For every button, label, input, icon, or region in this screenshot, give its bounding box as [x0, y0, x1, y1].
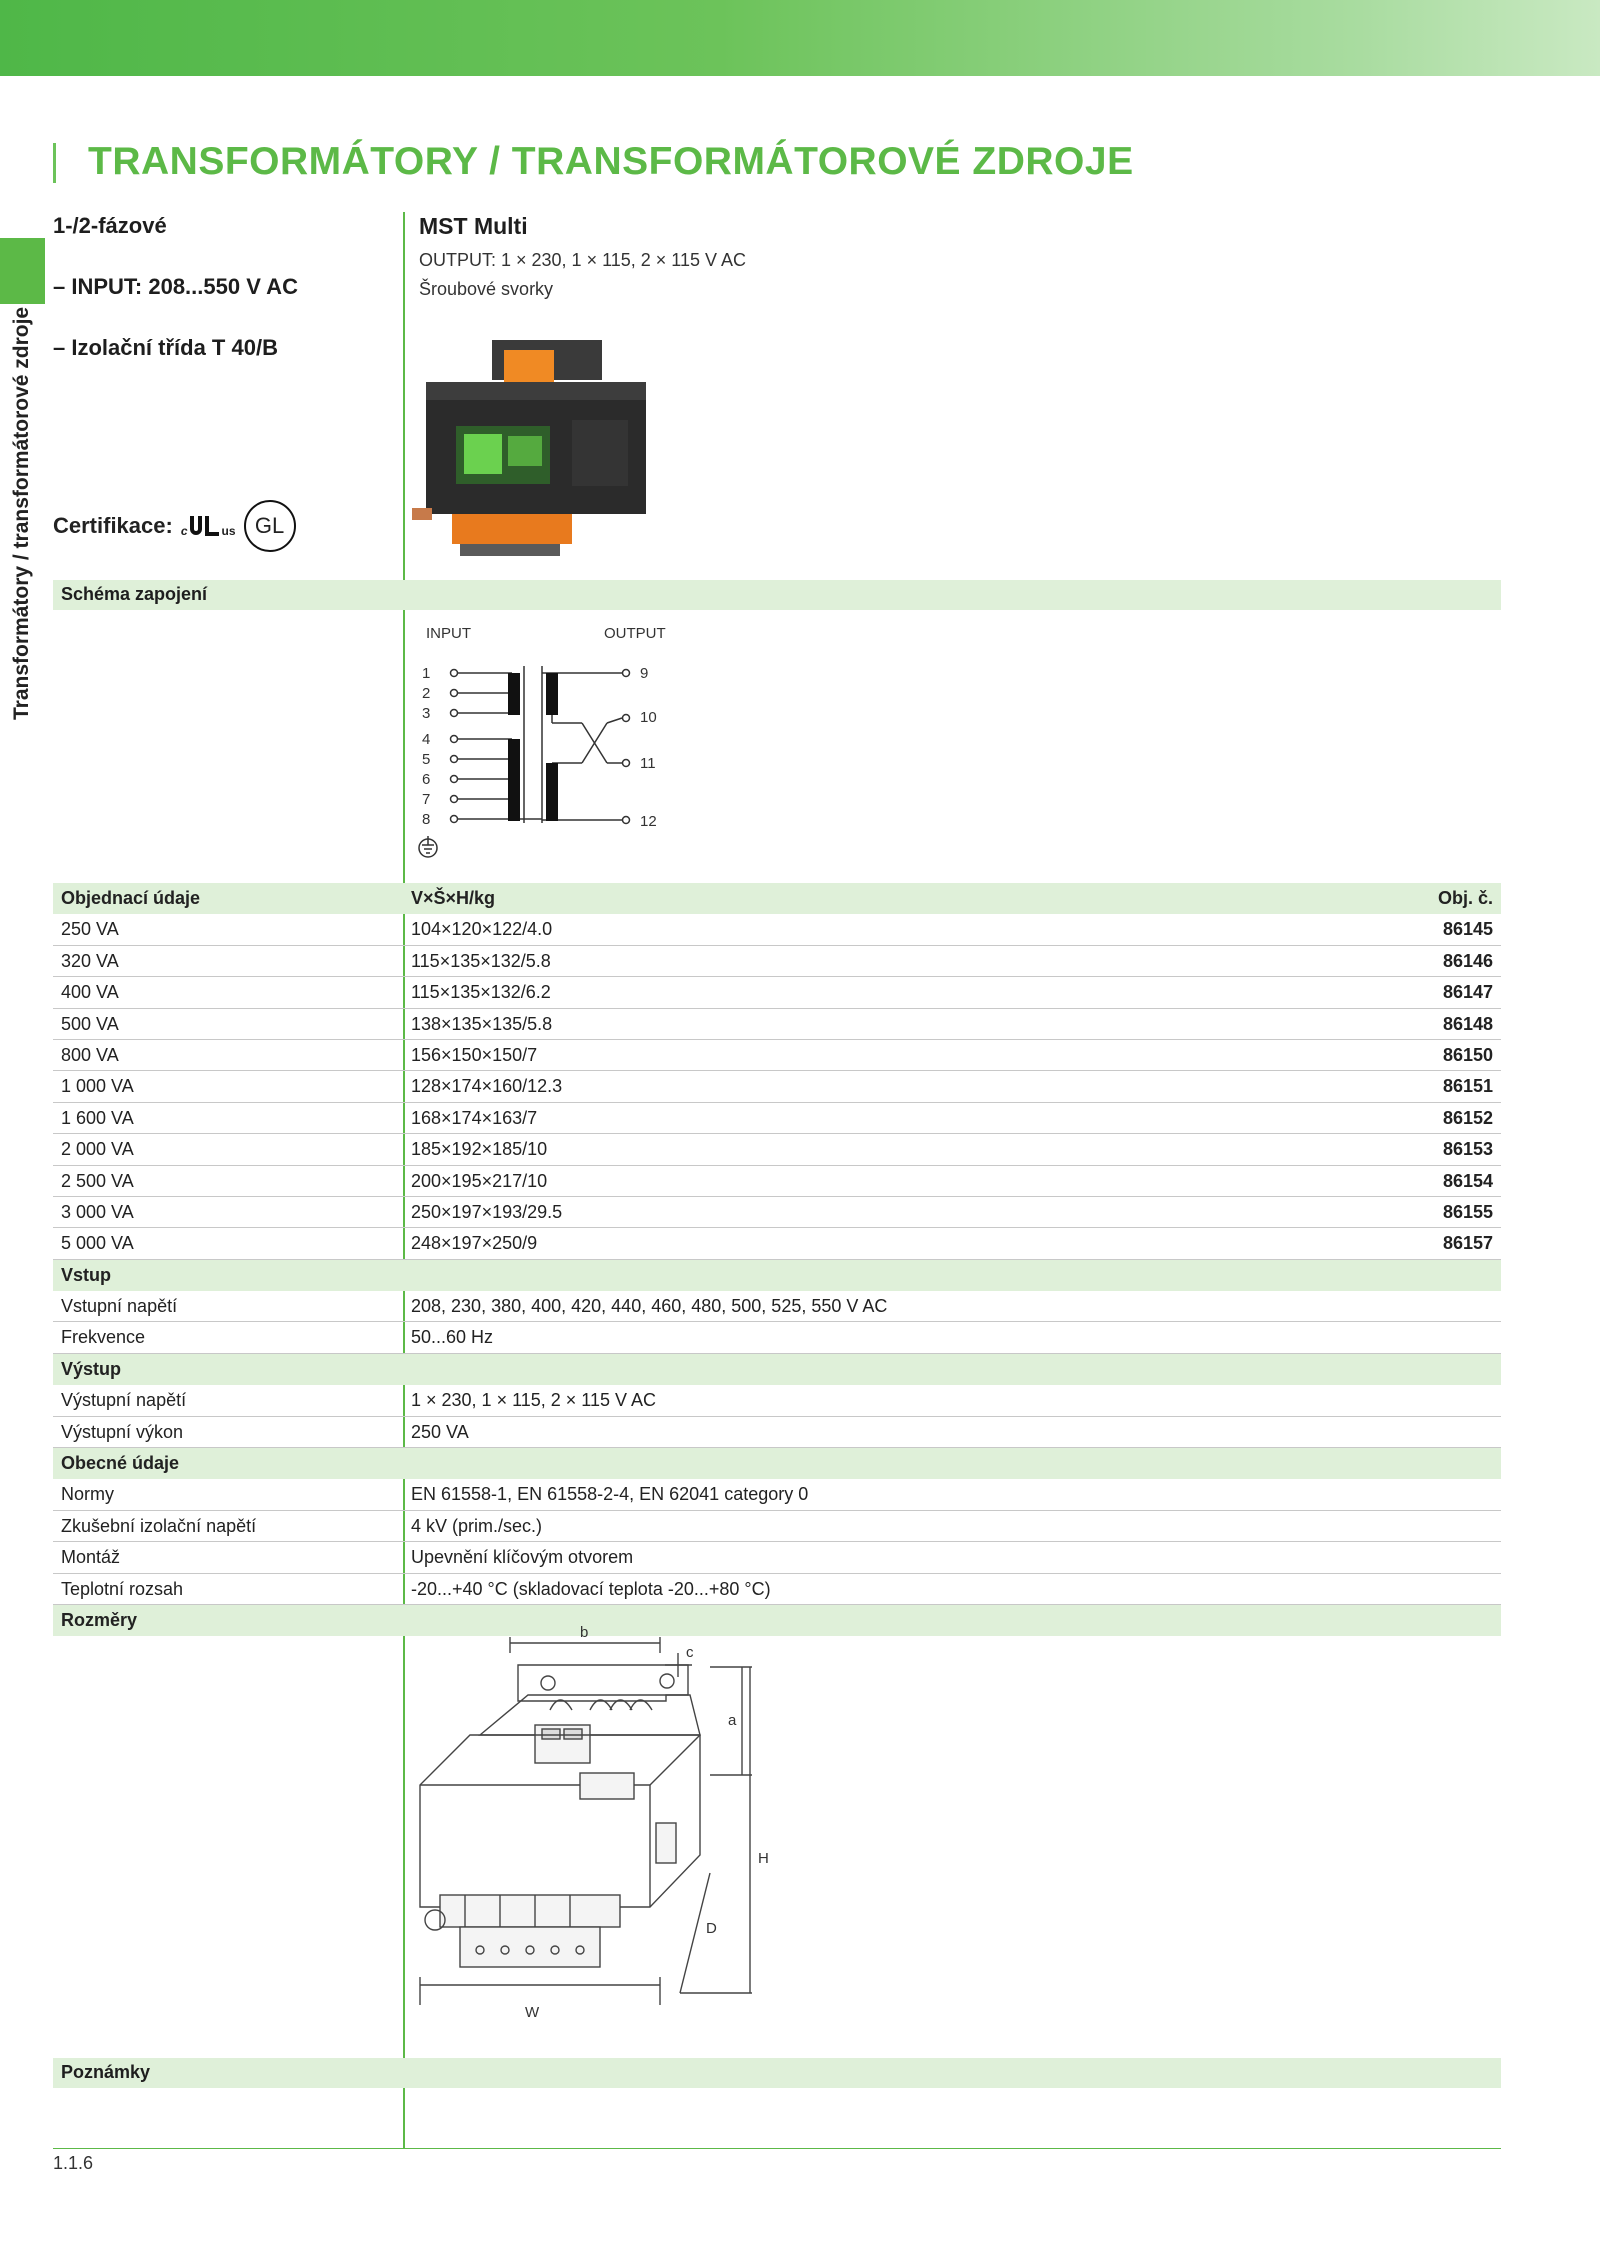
certification: [53, 500, 296, 552]
table-row: [53, 1511, 1501, 1542]
dimensions-section-row: [53, 1605, 1501, 1636]
table-row: [53, 1322, 1501, 1353]
table-row: [53, 1071, 1501, 1102]
input-range-label: – INPUT: 208...550 V AC: [53, 274, 298, 299]
pin-4: 4: [422, 731, 431, 748]
pin-8: 8: [422, 811, 431, 828]
spec-label: Výstupní výkon: [61, 1421, 184, 1442]
phase-label: 1-/2-fázové: [53, 213, 167, 238]
pin-9: 9: [640, 665, 649, 682]
row-dims: 138×135×135/5.8: [411, 1013, 553, 1034]
table-row: [53, 1009, 1501, 1040]
dimension-drawing: [410, 1625, 770, 2025]
page-title: TRANSFORMÁTORY / TRANSFORMÁTOROVÉ ZDROJE: [88, 140, 1134, 183]
footer-rule: [53, 2148, 1501, 2149]
page-number: 1.1.6: [53, 2153, 94, 2173]
side-label: Transformátory / transformátorové zdroje: [10, 306, 33, 720]
side-tab-marker: [0, 238, 45, 304]
general-section-row: [53, 1448, 1501, 1479]
schema-input-label: INPUT: [426, 625, 471, 642]
spec-label: Vstupní napětí: [61, 1296, 178, 1317]
pin-10: 10: [640, 709, 657, 726]
row-power: 3 000 VA: [61, 1201, 134, 1222]
spec-value: 4 kV (prim./sec.): [411, 1515, 543, 1536]
row-code: 86148: [1442, 1013, 1493, 1034]
section-notes-label: Poznámky: [61, 2062, 151, 2082]
row-dims: 104×120×122/4.0: [411, 919, 553, 940]
header-bar: [0, 0, 1600, 76]
table-row: [53, 1291, 1501, 1322]
row-power: 2 000 VA: [61, 1139, 134, 1160]
order-col-dims: V×Š×H/kg: [411, 888, 496, 908]
ul-mark-icon: [188, 514, 222, 538]
dim-label-d: D: [706, 1920, 717, 1937]
pin-7: 7: [422, 791, 431, 808]
table-row: [53, 1542, 1501, 1573]
row-code: 86153: [1442, 1139, 1493, 1160]
table-row: [53, 1134, 1501, 1165]
spec-value: 208, 230, 380, 400, 420, 440, 460, 480, 500, 525, 550 V AC: [411, 1296, 888, 1317]
insulation-class-label: – Izolační třída T 40/B: [53, 335, 278, 360]
table-row: [53, 977, 1501, 1008]
spec-label: Normy: [61, 1484, 114, 1505]
row-power: 400 VA: [61, 982, 119, 1003]
spec-table: [53, 883, 1501, 1636]
order-header-row: [53, 883, 1501, 914]
row-dims: 168×174×163/7: [411, 1107, 538, 1128]
row-power: 1 600 VA: [61, 1107, 134, 1128]
ul-us: us: [221, 524, 236, 538]
general-section-label: Obecné údaje: [61, 1453, 180, 1474]
section-schema: [53, 580, 1501, 610]
table-row: [53, 1103, 1501, 1134]
table-row: [53, 1574, 1501, 1605]
pin-11: 11: [640, 755, 656, 772]
row-power: 5 000 VA: [61, 1233, 134, 1254]
dim-label-a: a: [728, 1712, 737, 1729]
cert-label: Certifikace:: [53, 513, 173, 538]
order-col-code: Obj. č.: [1437, 888, 1493, 908]
ul-logo: [181, 514, 236, 538]
row-code: 86151: [1442, 1076, 1493, 1097]
pin-12: 12: [640, 813, 657, 830]
row-code: 86146: [1442, 950, 1493, 971]
input-section-row: [53, 1260, 1501, 1291]
product-terminals: Šroubové svorky: [419, 279, 554, 299]
row-dims: 185×192×185/10: [411, 1139, 548, 1160]
dimensions-section-label: Rozměry: [61, 1609, 138, 1630]
row-power: 1 000 VA: [61, 1076, 134, 1097]
row-dims: 156×150×150/7: [411, 1044, 538, 1065]
spec-value: 50...60 Hz: [411, 1327, 494, 1348]
dim-label-w: W: [525, 2004, 540, 2021]
row-power: 500 VA: [61, 1013, 119, 1034]
schema-output-label: OUTPUT: [604, 625, 666, 642]
row-code: 86145: [1442, 919, 1493, 940]
row-power: 2 500 VA: [61, 1170, 134, 1191]
row-code: 86150: [1442, 1044, 1493, 1065]
row-dims: 250×197×193/29.5: [411, 1201, 563, 1222]
gl-text: GL: [254, 513, 285, 538]
table-row: [53, 1166, 1501, 1197]
product-output: OUTPUT: 1 × 230, 1 × 115, 2 × 115 V AC: [419, 250, 747, 270]
row-power: 320 VA: [61, 950, 119, 971]
row-code: 86147: [1442, 982, 1493, 1003]
row-code: 86152: [1442, 1107, 1493, 1128]
spec-value: Upevnění klíčovým otvorem: [411, 1547, 634, 1568]
pin-6: 6: [422, 771, 431, 788]
table-row: [53, 946, 1501, 977]
gl-logo: [244, 500, 296, 552]
table-row: [53, 1228, 1501, 1259]
pin-3: 3: [422, 705, 431, 722]
dim-label-h: H: [758, 1850, 769, 1867]
row-dims: 128×174×160/12.3: [411, 1076, 563, 1097]
row-dims: 115×135×132/5.8: [411, 950, 551, 971]
product-photo: [412, 330, 652, 570]
table-row: [53, 914, 1501, 945]
table-row: [53, 1479, 1501, 1510]
dim-label-c: c: [686, 1644, 694, 1661]
section-notes: [53, 2058, 1501, 2088]
row-dims: 115×135×132/6.2: [411, 982, 551, 1003]
row-code: 86154: [1442, 1170, 1493, 1191]
spec-value: 250 VA: [411, 1421, 469, 1442]
row-code: 86155: [1442, 1201, 1493, 1222]
spec-label: Frekvence: [61, 1327, 146, 1348]
product-name: MST Multi: [419, 213, 528, 239]
row-dims: 248×197×250/9: [411, 1233, 538, 1254]
table-row: [53, 1040, 1501, 1071]
spec-label: Montáž: [61, 1547, 121, 1568]
row-power: 800 VA: [61, 1044, 119, 1065]
spec-label: Teplotní rozsah: [61, 1578, 184, 1599]
row-code: 86157: [1442, 1233, 1493, 1254]
spec-value: 1 × 230, 1 × 115, 2 × 115 V AC: [411, 1390, 657, 1411]
spec-label: Výstupní napětí: [61, 1390, 187, 1411]
pin-5: 5: [422, 751, 431, 768]
table-row: [53, 1385, 1501, 1416]
table-row: [53, 1197, 1501, 1228]
spec-value: -20...+40 °C (skladovací teplota -20...+80 °C): [411, 1578, 771, 1599]
pin-1: 1: [422, 665, 431, 682]
row-dims: 200×195×217/10: [411, 1170, 548, 1191]
title-rule: [53, 143, 56, 183]
output-section-label: Výstup: [61, 1358, 122, 1379]
pin-2: 2: [422, 685, 431, 702]
row-power: 250 VA: [61, 919, 119, 940]
output-section-row: [53, 1354, 1501, 1385]
input-section-label: Vstup: [61, 1264, 112, 1285]
section-schema-label: Schéma zapojení: [61, 584, 208, 604]
ul-c: c: [180, 524, 188, 538]
spec-label: Zkušební izolační napětí: [61, 1515, 257, 1536]
table-row: [53, 1417, 1501, 1448]
wiring-schema: [412, 618, 692, 868]
order-section-label: Objednací údaje: [61, 888, 201, 908]
dim-label-b: b: [580, 1625, 589, 1641]
spec-value: EN 61558-1, EN 61558-2-4, EN 62041 category 0: [411, 1484, 809, 1505]
